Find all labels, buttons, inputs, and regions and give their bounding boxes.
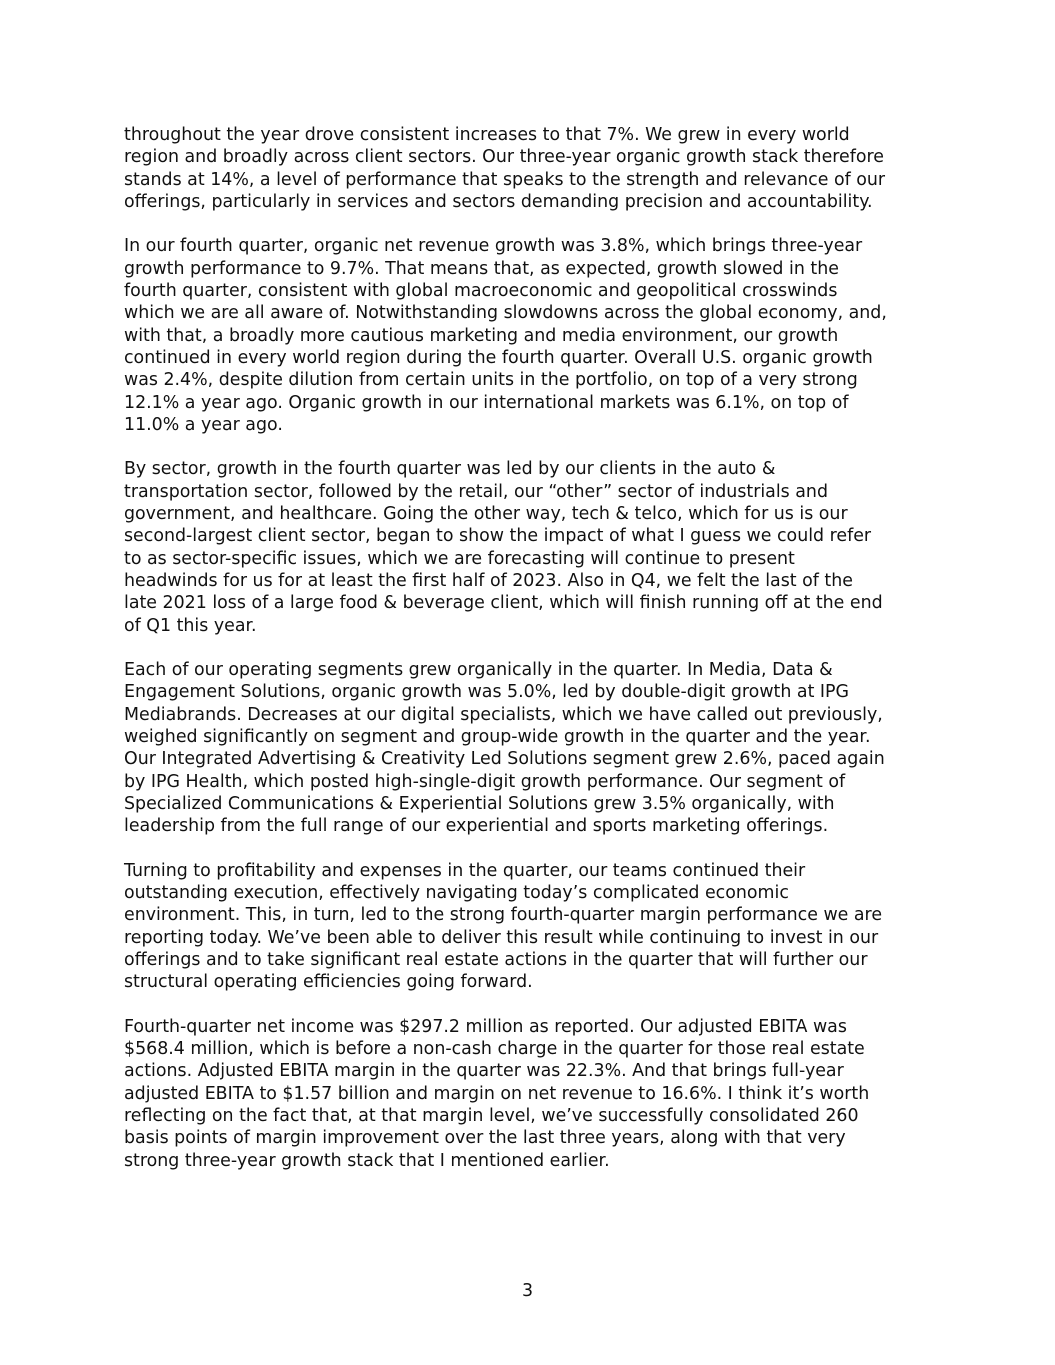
paragraph-sector-growth: By sector, growth in the fourth quarter was led by our clients in the auto & transportation sector, followed by the retail, our “other” sector of industrials and government, and healthcare. Going the other way, tech & telco, which for us is our second-largest client sector, began to show the impact of what I guess we could refer to as sector-specific issues, which we are forecasting will continue to present headwinds for us for at least the first half of 2023. Also in Q4, we felt the last of the late 2021 loss of a large food & beverage client, which will finish running off at the end of Q1 this year. (124, 459, 883, 636)
document-body (124, 124, 936, 1194)
page-number: 3 (521, 1281, 534, 1301)
paragraph-growth-summary: throughout the year drove consistent increases to that 7%. We grew in every world region and broadly across client sectors. Our three-year organic growth stack therefore stands at 14%, a level of performance that speaks to the strength and relevance of our offerings, particularly in services and sectors demanding precision and accountability. (124, 125, 886, 212)
paragraph-net-income: Fourth-quarter net income was $297.2 million as reported. Our adjusted EBITA was $568.4 million, which is before a non-cash charge in the quarter for those real estate actions. Adjusted EBITA margin in the quarter was 22.3%. And that brings full-year adjusted EBITA to $1.57 billion and margin on net revenue to 16.6%. I think it’s worth reflecting on the fact that, at that margin level, we’ve successfully consolidated 260 basis points of margin improvement over the last three years, along with that very strong three-year growth stack that I mentioned earlier. (124, 1016, 870, 1171)
paragraph-profitability: Turning to profitability and expenses in the quarter, our teams continued their outstanding execution, effectively navigating today’s complicated economic environment. This, in turn, led to the strong fourth-quarter margin performance we are reporting today. We’ve been able to deliver this result while continuing to invest in our offerings and to take significant real estate actions in the quarter that will further our structural operating efficiencies going forward. (124, 860, 883, 993)
paragraph-operating-segments: Each of our operating segments grew organically in the quarter. In Media, Data & Engagement Solutions, organic growth was 5.0%, led by double-digit growth at IPG Mediabrands. Decreases at our digital specialists, which we have called out previously, weighed significantly on segment and group-wide growth in the quarter and the year. Our Integrated Advertising & Creativity Led Solutions segment grew 2.6%, paced again by IPG Health, which posted high-single-digit growth performance. Our segment of Specialized Communications & Experiential Solutions grew 3.5% organically, with leadership from the full range of our experiential and sports marketing offerings. (124, 660, 885, 837)
paragraph-fourth-quarter-growth: In our fourth quarter, organic net revenue growth was 3.8%, which brings three-year growth performance to 9.7%. That means that, as expected, growth slowed in the fourth quarter, consistent with global macroeconomic and geopolitical crosswinds which we are all aware of. Notwithstanding slowdowns across the global economy, and, with that, a broadly more cautious marketing and media environment, our growth continued in every world region during the fourth quarter. Overall U.S. organic growth was 2.4%, despite dilution from certain units in the portfolio, on top of a very strong 12.1% a year ago. Organic growth in our international markets was 6.1%, on top of 11.0% a year ago. (124, 236, 887, 435)
